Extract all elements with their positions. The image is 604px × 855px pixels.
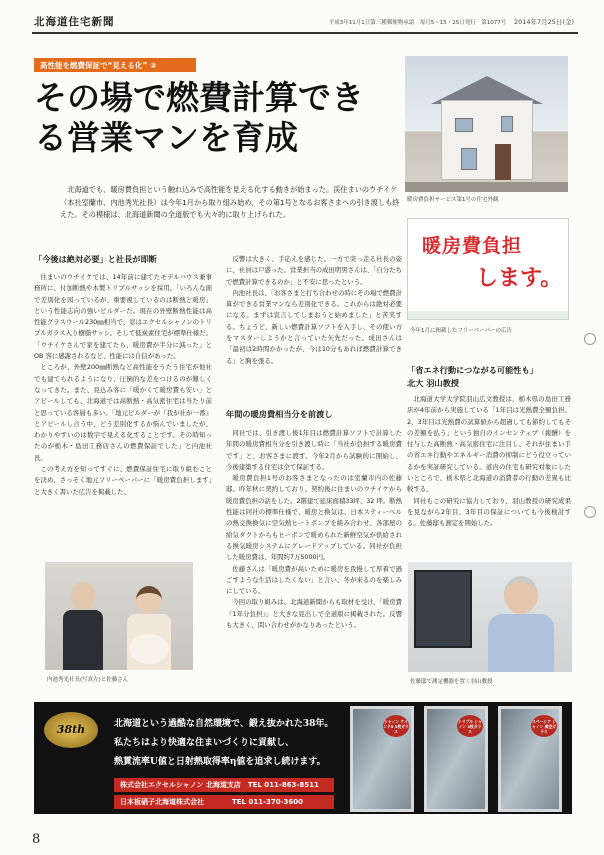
section2-body [226, 428, 402, 631]
ad-line-1: 北海道という過酷な自然環境で、鍛え抜かれた38年。 [114, 719, 334, 729]
issue-date: 2014年7月25日(金) [513, 18, 574, 26]
section3-heading [407, 364, 538, 390]
flyer-ad-image [407, 218, 569, 320]
paragraph: 暖房費負担1号のお客さまとなったのは室蘭市内の佐藤邸。昨年秋に契約しており、契約後に住まいのウチイケから暖房費負担の話をした。2階建て延床面積33坪、32 坪。断熱性能は同社の標準仕様で、暖房と換気は、日本スティーベルの熱交換換気に空気熱ヒートポンプを組み合わせ、各部屋の給気ダクトからもヒーボンで暖められた新鮮空気が供給される換気暖房システムにグレードアップしている。同社が負担した暖房費は、年間約7万5000円。 [226, 474, 402, 562]
ad-line-3: 熱貫流率U値と日射熱取得率η値を追求し続けます。 [114, 757, 326, 767]
house-window [461, 148, 477, 170]
professor-caption: 佐藤邸で測定機器を置く羽山教授 [410, 679, 493, 685]
people-photo [45, 562, 193, 670]
house-photo [405, 56, 568, 192]
paragraph: 北海道大学大学院羽山広文教授は、栃木県の島田工務店が4年前から実施している「1年目は光熱費全額負担、2、3年目は光熱費の試算値から超過しても節約してもその差額を払う」という独自のインセンティブ（報酬）を付与した高断熱・高気密住宅に注目し、それが住まい手の省エネ行動やエネルギー消費の抑制にどう役立っているかを実証研究している。道内の住宅も研究対象にしたいところで、栃木県と北海道の消費者の行動の差異も比較する。 [407, 395, 571, 494]
window-sample [498, 706, 562, 812]
ad-company-2: 日本板硝子北海道株式会社 TEL 011-370-3600 [114, 795, 334, 809]
section3-body [407, 394, 571, 530]
binder-ring [584, 333, 596, 345]
binder-ring [584, 506, 596, 518]
dog [129, 634, 169, 664]
section3-heading-line2: 北大 羽山教授 [407, 378, 459, 388]
professor-photo [408, 562, 572, 672]
paragraph: この考え方を知ってすぐに、燃費保証住宅に取り組むことを決め、さっそく地元フリーペーパーに「暖房費負担します」と大きく書いた広告を掲載した。 [34, 465, 212, 496]
ad-company-1: 株式会社エクセルシャノン 北海道支店 TEL 011-863-8511 [114, 778, 334, 792]
monitor [414, 570, 472, 648]
professor-body [488, 614, 554, 672]
paragraph: 今回の取り組みは、北海道新聞からも取材を受け、「暖房費『1年分負担』」と大きな見出しで全道版に掲載された。反響も大きく、問い合わせがかなりあったという。 [226, 598, 402, 630]
paragraph: 反響は大きく、手応えを感じた。一方で突っ走る社長の姿に、社員は戸惑った。営業担当の成田明男さんは、「自分たちで燃費計算できるのか」と不安に思ったという。 [226, 255, 402, 286]
paragraph: 内池社長は、「お客さまと打ち合わせの時にその場で燃費計算ができる営業マンなら差別化できる。これからは絶対必要になる。まずは宣言してしまおうと始めました」と苦笑する。ちょうど、新しい燃費計算ソフトを入手し、その使い方をマスターしようかと言っていた矢先だった。成田さんは「最初は2時間かかったが、今は10分もあれば燃費計算できる」と胸を張る。 [226, 288, 402, 365]
section3-heading-line1: 「省エネ行動につながる可能性も」 [407, 365, 538, 375]
window-label: スペーシア シャノン 真空ガラス [531, 715, 557, 737]
house-caption: 暖房費負担サービス第1号の住宅外観 [407, 197, 499, 203]
flyer-footer [408, 311, 568, 319]
house-door [495, 144, 511, 180]
flyer-caption: 今年1月に掲載したフリーペーパーの広告 [410, 328, 513, 334]
header-rule [32, 32, 578, 34]
paragraph: 住まいのウチイケでは、14年前に建てたモデルハウス兼事務所に、付加断熱や木製トリプルサッシを採用。「いろんな面で差別化を図っているが、重要視しているのは断熱と暖房」という性能志向の強いビルダーだ。現在の外壁断熱性能は高性能グラスウール230㎜相当で、窓はエクセルシャノンのトリプルガラス入り樹脂サッシ。そして低炭素住宅が標準仕様だ。「ウチイケさんで家を建てたら、暖房費が半分に減った」と OB 客に感謝されるなど、性能には自信があった。 [34, 273, 212, 361]
issue-number: 平成3年11月1日第三種郵便物承認 毎月5・15・25日発行 第1077号 [328, 20, 507, 26]
ad-line-2: 私たちはより快適な住まいづくりに貢献し、 [114, 738, 295, 748]
section1-body [34, 272, 212, 498]
lead-paragraph: 北海道でも、暖房費負担という触れ込みで高性能を見える化する動きが始まった。渓住まいのウチイケ（本社室蘭市、内池秀光社長）は今年1月から取り組み始め、その第1号となるお客さまへの引き渡しも終えた。その模様は、北海道新聞の全道版でも大々的に取り上げられた。 [60, 185, 400, 219]
series-tag: 高性能を燃費保証で“見える化” ② [34, 58, 196, 72]
flyer-text-2: します。 [476, 265, 563, 291]
paragraph: 同社では、引き渡し後1年目は燃費計算ソフトで計算した年間の暖房費相当分を引き渡し時に「当社が負担する暖房費です」と、お客さまに渡す。今年2月から試験的に開始し、今後建築する住宅は全て保証する。 [226, 429, 402, 471]
house-body [441, 100, 533, 180]
paragraph: 佐藤さんは「暖房費が高いために暖房を我慢して厚着で過ごすような生活はしたくない」と言い、冬が来るのを楽しみにしている。 [226, 564, 402, 596]
page-number: 8 [32, 832, 41, 847]
window-label: トリプル シャノン 3枚ガラス [457, 715, 483, 737]
section2-intro [226, 254, 402, 367]
window-sample [350, 706, 414, 812]
people-caption: 内池秀光社長(写真左)と佐藤さん [47, 677, 129, 683]
paragraph: ところが、外壁200㎜断熱など高性能をうたう住宅が他社でも建てられるようになり、圧倒的な差をつけるのが難しくなってきた。また、見込み客に「暖かくて暖房費も安い」とアピールしても、北海道では高断熱・高気密住宅は当たり前と思っている客層も多い。「地元ビルダーが『我が社が一番』とアピールし合う中、どう差別化するか悩んでいましたが、わかりやすいのは数字で見える化することです。その時知ったのが栃木・島田工務店さんの燃費保証でした」と内池社長。 [34, 363, 212, 462]
professor-head [504, 576, 538, 614]
house-window [455, 118, 473, 132]
flyer-text-1: 暖房費負担 [422, 235, 523, 257]
paragraph: 同社もこの研究に協力しており、羽山教授の研究成果を見ながら2年目、3年目の保証についても今後検討する。佐藤邸も測定を開始した。 [407, 496, 571, 528]
window-sample [424, 706, 488, 812]
house-window [501, 116, 513, 132]
issue-info [329, 17, 574, 26]
section1-heading: 「今後は絶対必要」と社長が即断 [34, 254, 157, 264]
person-left [63, 582, 103, 670]
house-ground [405, 182, 568, 192]
anniversary-badge: 38th [44, 712, 98, 748]
window-samples [346, 706, 568, 812]
headline: その場で燃費計算できる営業マンを育成 [34, 78, 364, 157]
advertisement [34, 702, 572, 814]
masthead: 北海道住宅新聞 [34, 16, 115, 28]
window-label: シャノン ウインドⅡ 3枚ガラス [383, 715, 409, 737]
section2-heading: 年間の暖房費相当分を前渡し [226, 409, 333, 419]
